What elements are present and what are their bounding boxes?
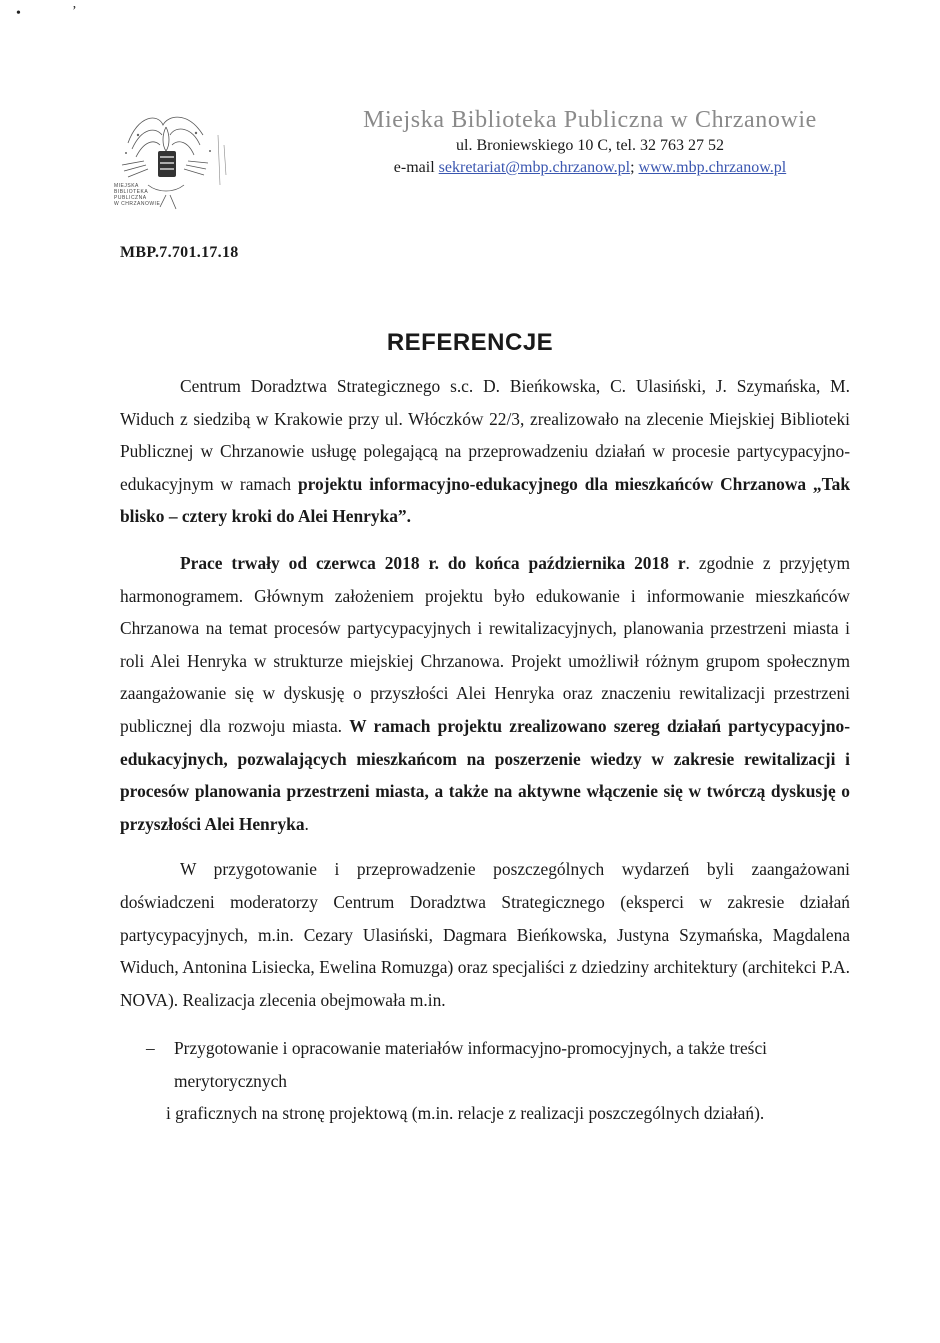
email-link[interactable]: sekretariat@mbp.chrzanow.pl: [438, 159, 631, 176]
paragraph-2-end: .: [304, 813, 309, 834]
paragraph-2-bold-summary: W ramach projektu zrealizowano szereg działań partycypacyjno-edukacyjnych, pozwalających mieszkańcom na poszerzenie wiedzy w zakresie rewitalizacji i procesów planowania przestrzeni miasta, a także na aktywne włączenie się w twórczą dyskusję o przyszłości Alei Henryka: [120, 715, 850, 834]
logo-caption-line: BIBLIOTEKA: [114, 189, 149, 195]
paragraph-1-bold: projektu informacyjno-edukacyjnego dla mieszkańców Chrzanowa „Tak blisko – cztery kroki do Alei Henryka”.: [120, 473, 850, 527]
paragraph-1: [120, 370, 850, 533]
document-title: REFERENCJE: [386, 329, 554, 356]
logo-caption: [114, 183, 174, 207]
scope-list: [120, 1032, 850, 1130]
scan-speck-left: •: [16, 6, 21, 21]
list-item-line: i graficznych na stronę projektową (m.in. relacje z realizacji poszczególnych działań).: [166, 1103, 765, 1124]
website-link[interactable]: www.mbp.chrzanow.pl: [638, 159, 787, 176]
library-address: ul. Broniewskiego 10 C, tel. 32 763 27 52: [456, 137, 724, 154]
logo-caption-line: W CHRZANOWIE: [114, 201, 161, 207]
library-contact: [330, 157, 850, 179]
contact-separator: ;: [630, 159, 639, 176]
document-body: [120, 370, 850, 1130]
paragraph-2-text: . zgodnie z przyjętym harmonogramem. Głównym założeniem projektu było edukowanie i informowanie mieszkańców Chrzanowa na temat procesów partycypacyjnych i rewitalizacyjnych, planowania przestrzeni miasta i roli Alei Henryka w strukturze miejskiej Chrzanowa. Projekt umożliwił różnym grupom społecznym zaangażowanie się w dyskusję o przyszłości Alei Henryka oraz znaczeniu rewitalizacji przestrzeni publicznej dla rozwoju miasta.: [120, 552, 850, 736]
letterhead: [330, 106, 850, 179]
list-item-line: Przygotowanie i opracowanie materiałów informacyjno-promocyjnych, a także treści merytorycznych: [174, 1038, 767, 1091]
logo-caption-line: PUBLICZNA: [114, 195, 147, 201]
paragraph-2: [120, 547, 850, 840]
paragraph-2-bold-dates: Prace trwały od czerwca 2018 r. do końca października 2018 r: [180, 552, 686, 573]
list-item: [120, 1032, 850, 1130]
logo-caption-line: MIEJSKA: [114, 183, 139, 189]
library-name: Miejska Biblioteka Publiczna w Chrzanowie: [363, 107, 817, 133]
reference-number: MBP.7.701.17.18: [120, 244, 239, 261]
list-bullet-dash: –: [146, 1038, 155, 1059]
scan-speck-right: ʼ: [72, 4, 77, 19]
paragraph-3: W przygotowanie i przeprowadzenie poszczególnych wydarzeń byli zaangażowani doświadczeni moderatorzy Centrum Doradztwa Strategicznego (eksperci w zakresie działań partycypacyjnych, m.in. Cezary Ulasiński, Dagmara Bieńkowska, Justyna Szymańska, Magdalena Widuch, Antonina Lisiecka, Ewelina Romuzga) oraz specjaliści z dziedziny architektury (architekci P.A. NOVA). Realizacja zlecenia obejmowała m.in.: [120, 859, 850, 1010]
email-prefix: e-mail: [393, 159, 439, 176]
paragraph-1-text: Centrum Doradztwa Strategicznego s.c. D. Bieńkowska, C. Ulasiński, J. Szymańska, M. Widuch z siedzibą w Krakowie przy ul. Włóczków 22/3, zrealizowało na zlecenie Miejskiej Biblioteki Publicznej w Chrzanowie usługę polegającą na przeprowadzeniu działań w procesie partycypacyjno-edukacyjnym w ramach: [120, 376, 850, 494]
library-logo: [108, 105, 238, 217]
